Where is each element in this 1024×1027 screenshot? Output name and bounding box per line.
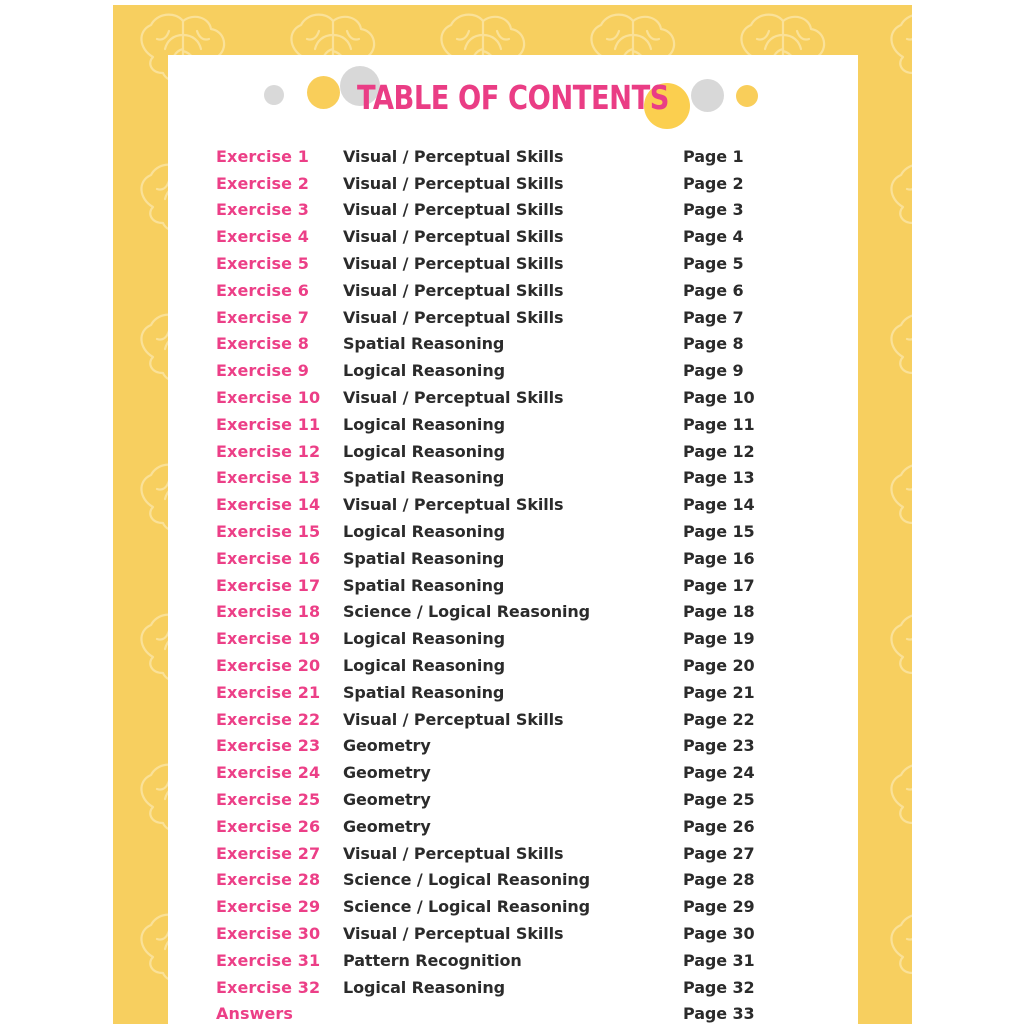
page-number-label: Page 23 [683, 736, 858, 755]
exercise-label: Exercise 15 [168, 522, 343, 541]
exercise-label: Answers [168, 1004, 343, 1023]
page-number-label: Page 4 [683, 227, 858, 246]
table-row[interactable] [168, 465, 858, 492]
topic-label: Geometry [343, 763, 683, 782]
table-row[interactable] [168, 438, 858, 465]
topic-label: Logical Reasoning [343, 522, 683, 541]
topic-label: Visual / Perceptual Skills [343, 147, 683, 166]
content-card [168, 55, 858, 1024]
table-row[interactable] [168, 867, 858, 894]
exercise-label: Exercise 16 [168, 549, 343, 568]
topic-label: Pattern Recognition [343, 951, 683, 970]
table-of-contents-list [168, 143, 858, 1027]
exercise-label: Exercise 31 [168, 951, 343, 970]
table-row[interactable] [168, 947, 858, 974]
page-number-label: Page 22 [683, 710, 858, 729]
exercise-label: Exercise 2 [168, 174, 343, 193]
topic-label: Visual / Perceptual Skills [343, 308, 683, 327]
table-row[interactable] [168, 411, 858, 438]
topic-label: Science / Logical Reasoning [343, 897, 683, 916]
topic-label: Logical Reasoning [343, 629, 683, 648]
page-number-label: Page 32 [683, 978, 858, 997]
topic-label: Visual / Perceptual Skills [343, 710, 683, 729]
topic-label: Visual / Perceptual Skills [343, 200, 683, 219]
page-number-label: Page 1 [683, 147, 858, 166]
exercise-label: Exercise 21 [168, 683, 343, 702]
page-number-label: Page 33 [683, 1004, 858, 1023]
topic-label: Spatial Reasoning [343, 576, 683, 595]
table-row[interactable] [168, 813, 858, 840]
page-number-label: Page 2 [683, 174, 858, 193]
table-row[interactable] [168, 733, 858, 760]
exercise-label: Exercise 25 [168, 790, 343, 809]
topic-label: Geometry [343, 736, 683, 755]
page-number-label: Page 5 [683, 254, 858, 273]
exercise-label: Exercise 1 [168, 147, 343, 166]
table-row[interactable] [168, 759, 858, 786]
table-row[interactable] [168, 625, 858, 652]
page-number-label: Page 21 [683, 683, 858, 702]
page-number-label: Page 7 [683, 308, 858, 327]
topic-label: Visual / Perceptual Skills [343, 174, 683, 193]
exercise-label: Exercise 8 [168, 334, 343, 353]
page-number-label: Page 6 [683, 281, 858, 300]
table-row[interactable] [168, 599, 858, 626]
exercise-label: Exercise 32 [168, 978, 343, 997]
topic-label: Logical Reasoning [343, 361, 683, 380]
exercise-label: Exercise 14 [168, 495, 343, 514]
topic-label: Visual / Perceptual Skills [343, 388, 683, 407]
exercise-label: Exercise 17 [168, 576, 343, 595]
page-number-label: Page 11 [683, 415, 858, 434]
table-row[interactable] [168, 304, 858, 331]
exercise-label: Exercise 4 [168, 227, 343, 246]
page-number-label: Page 29 [683, 897, 858, 916]
page-number-label: Page 17 [683, 576, 858, 595]
page-number-label: Page 20 [683, 656, 858, 675]
topic-label: Visual / Perceptual Skills [343, 281, 683, 300]
topic-label: Spatial Reasoning [343, 334, 683, 353]
topic-label: Visual / Perceptual Skills [343, 227, 683, 246]
table-row[interactable] [168, 331, 858, 358]
topic-label: Geometry [343, 817, 683, 836]
table-row[interactable] [168, 197, 858, 224]
table-row[interactable] [168, 572, 858, 599]
exercise-label: Exercise 3 [168, 200, 343, 219]
exercise-label: Exercise 23 [168, 736, 343, 755]
table-row[interactable] [168, 250, 858, 277]
topic-label: Logical Reasoning [343, 656, 683, 675]
topic-label: Visual / Perceptual Skills [343, 844, 683, 863]
table-row[interactable] [168, 545, 858, 572]
exercise-label: Exercise 28 [168, 870, 343, 889]
table-row[interactable] [168, 893, 858, 920]
topic-label: Spatial Reasoning [343, 549, 683, 568]
exercise-label: Exercise 26 [168, 817, 343, 836]
page-number-label: Page 25 [683, 790, 858, 809]
page-number-label: Page 18 [683, 602, 858, 621]
page-number-label: Page 19 [683, 629, 858, 648]
page-number-label: Page 15 [683, 522, 858, 541]
page-title: TABLE OF CONTENTS [196, 78, 831, 117]
topic-label: Science / Logical Reasoning [343, 602, 683, 621]
exercise-label: Exercise 29 [168, 897, 343, 916]
table-row[interactable] [168, 920, 858, 947]
table-row[interactable] [168, 384, 858, 411]
exercise-label: Exercise 7 [168, 308, 343, 327]
exercise-label: Exercise 9 [168, 361, 343, 380]
topic-label: Logical Reasoning [343, 442, 683, 461]
table-row[interactable] [168, 143, 858, 170]
exercise-label: Exercise 22 [168, 710, 343, 729]
page-number-label: Page 16 [683, 549, 858, 568]
exercise-label: Exercise 6 [168, 281, 343, 300]
exercise-label: Exercise 27 [168, 844, 343, 863]
table-row[interactable] [168, 223, 858, 250]
exercise-label: Exercise 10 [168, 388, 343, 407]
page-number-label: Page 13 [683, 468, 858, 487]
exercise-label: Exercise 11 [168, 415, 343, 434]
page-number-label: Page 9 [683, 361, 858, 380]
page-number-label: Page 8 [683, 334, 858, 353]
table-row[interactable] [168, 357, 858, 384]
page-number-label: Page 30 [683, 924, 858, 943]
topic-label: Visual / Perceptual Skills [343, 254, 683, 273]
page-number-label: Page 24 [683, 763, 858, 782]
page-number-label: Page 14 [683, 495, 858, 514]
table-row[interactable] [168, 491, 858, 518]
table-row[interactable] [168, 1001, 858, 1027]
table-row[interactable] [168, 840, 858, 867]
page-number-label: Page 12 [683, 442, 858, 461]
topic-label: Science / Logical Reasoning [343, 870, 683, 889]
topic-label: Visual / Perceptual Skills [343, 924, 683, 943]
page-number-label: Page 31 [683, 951, 858, 970]
exercise-label: Exercise 18 [168, 602, 343, 621]
topic-label: Logical Reasoning [343, 978, 683, 997]
table-row[interactable] [168, 518, 858, 545]
page-number-label: Page 3 [683, 200, 858, 219]
topic-label: Geometry [343, 790, 683, 809]
table-row[interactable] [168, 974, 858, 1001]
exercise-label: Exercise 20 [168, 656, 343, 675]
exercise-label: Exercise 12 [168, 442, 343, 461]
exercise-label: Exercise 13 [168, 468, 343, 487]
table-row[interactable] [168, 170, 858, 197]
exercise-label: Exercise 30 [168, 924, 343, 943]
page-number-label: Page 28 [683, 870, 858, 889]
exercise-label: Exercise 5 [168, 254, 343, 273]
topic-label: Spatial Reasoning [343, 683, 683, 702]
page-number-label: Page 26 [683, 817, 858, 836]
page-number-label: Page 10 [683, 388, 858, 407]
table-row[interactable] [168, 786, 858, 813]
topic-label: Logical Reasoning [343, 415, 683, 434]
table-row[interactable] [168, 679, 858, 706]
title-area [168, 55, 858, 143]
table-row[interactable] [168, 652, 858, 679]
topic-label: Spatial Reasoning [343, 468, 683, 487]
table-row[interactable] [168, 706, 858, 733]
exercise-label: Exercise 19 [168, 629, 343, 648]
topic-label: Visual / Perceptual Skills [343, 495, 683, 514]
exercise-label: Exercise 24 [168, 763, 343, 782]
page-number-label: Page 27 [683, 844, 858, 863]
table-row[interactable] [168, 277, 858, 304]
